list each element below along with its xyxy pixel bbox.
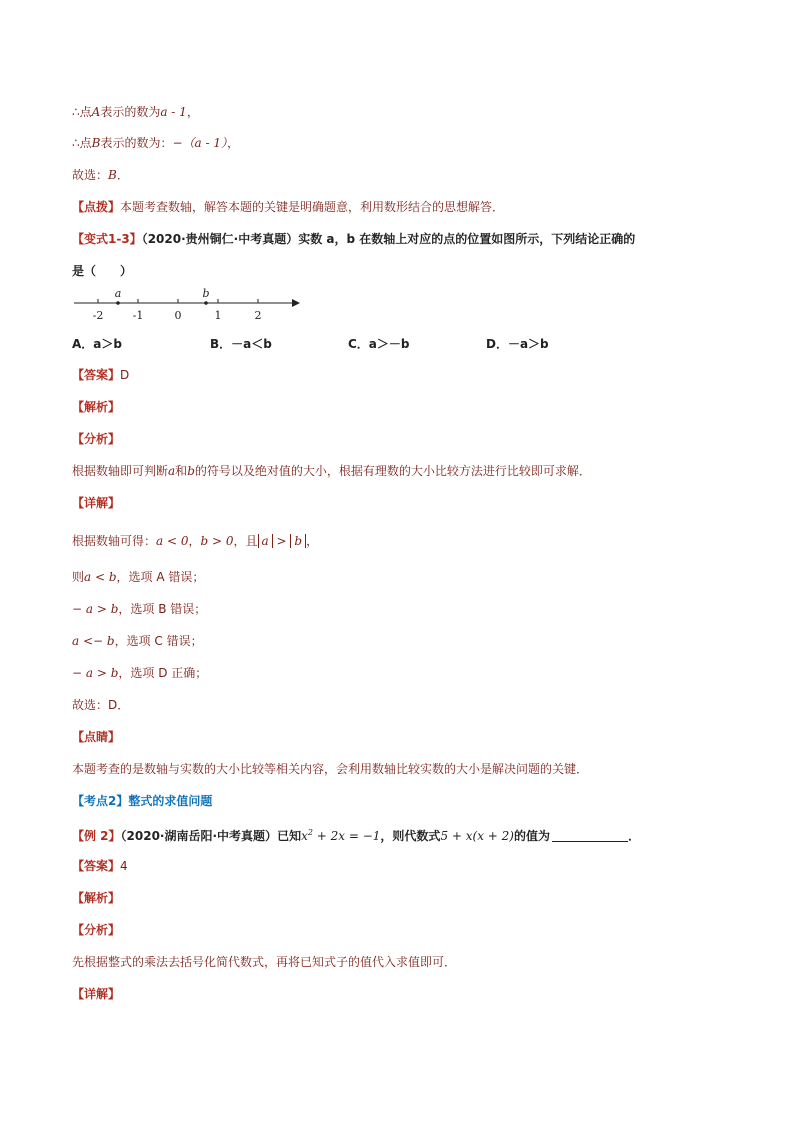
analysis-text-1: 根据数轴即可判断a和b的符号以及绝对值的大小，根据有理数的大小比较方法进行比较即可求解．: [72, 464, 591, 478]
analysis-sub-heading-2: 【分析】: [72, 923, 121, 937]
detail-line-2: 则a < b，选项 A 错误；: [72, 570, 205, 584]
number-line-tick-label: 2: [254, 309, 262, 322]
analysis-heading-1: 【解析】: [72, 400, 121, 414]
detail-line-4: a <− b，选项 C 错误；: [72, 634, 203, 648]
number-line-tick-label: -1: [132, 309, 144, 322]
detail-heading-1: 【详解】: [72, 496, 121, 510]
number-line-point-label-b: b: [202, 287, 210, 300]
question-variant-1-3: 【变式1-3】（2020·贵州铜仁·中考真题）实数 a，b 在数轴上对应的点的位置如图所示，下列结论正确的: [72, 232, 636, 246]
abs-a: a: [258, 534, 273, 548]
analysis-heading-2: 【解析】: [72, 891, 121, 905]
abs-b: b: [290, 534, 306, 548]
solution-line-a: ∴点A表示的数为a - 1，: [72, 105, 199, 119]
question-variant-1-3-cont: 是（ ）: [72, 264, 133, 278]
topic-2-heading: 【考点2】整式的求值问题: [72, 794, 213, 808]
number-line-point-b: [204, 301, 208, 305]
number-line-figure: [70, 282, 310, 324]
analysis-text-2: 先根据整式的乘法去括号化简代数式，再将已知式子的值代入求值即可．: [72, 955, 457, 969]
tip-line: 【点拨】本题考查数轴，解答本题的关键是明确题意，利用数形结合的思想解答．: [72, 200, 505, 214]
option-a[interactable]: A．a＞b: [72, 337, 122, 351]
option-d[interactable]: D．－a＞b: [486, 337, 549, 351]
number-line-tick-label: -2: [92, 309, 104, 322]
option-b[interactable]: B．－a＜b: [210, 337, 272, 351]
option-c[interactable]: C．a＞－b: [348, 337, 410, 351]
detail-line-5: − a > b，选项 D 正确；: [72, 666, 208, 680]
answer-2: 【答案】4: [72, 859, 128, 873]
number-line-tick-label: 1: [214, 309, 222, 322]
number-line-point-label-a: a: [114, 287, 122, 300]
equation-given: $x^2 + 2x = -1$: [301, 828, 381, 843]
detail-heading-2: 【详解】: [72, 987, 121, 1001]
comment-heading-1: 【点睛】: [72, 730, 121, 744]
analysis-sub-heading-1: 【分析】: [72, 432, 121, 446]
question-example-2: 【例 2】（2020·湖南岳阳·中考真题）已知$x^2 + 2x = -1$，则代数式5 + x(x + 2)的值为 ．: [72, 828, 641, 843]
solution-line-b: ∴点B表示的数为：−（a - 1），: [72, 136, 240, 150]
detail-line-6: 故选：D．: [72, 698, 130, 712]
expression-target: 5 + x(x + 2): [440, 829, 514, 843]
comment-text-1: 本题考查的是数轴与实数的大小比较等相关内容，会利用数轴比较实数的大小是解决问题的关键．: [72, 762, 589, 776]
answer-blank[interactable]: [552, 841, 628, 842]
number-line-arrow-icon: [292, 299, 300, 307]
number-line-tick-label: 0: [174, 309, 182, 322]
number-line-point-a: [116, 301, 120, 305]
answer-1: 【答案】D: [72, 368, 130, 382]
detail-line-1: 根据数轴可得：a < 0，b > 0，且 a > b ，: [72, 534, 319, 548]
choice-line: 故选：B．: [72, 168, 129, 182]
detail-line-3: − a > b，选项 B 错误；: [72, 602, 207, 616]
